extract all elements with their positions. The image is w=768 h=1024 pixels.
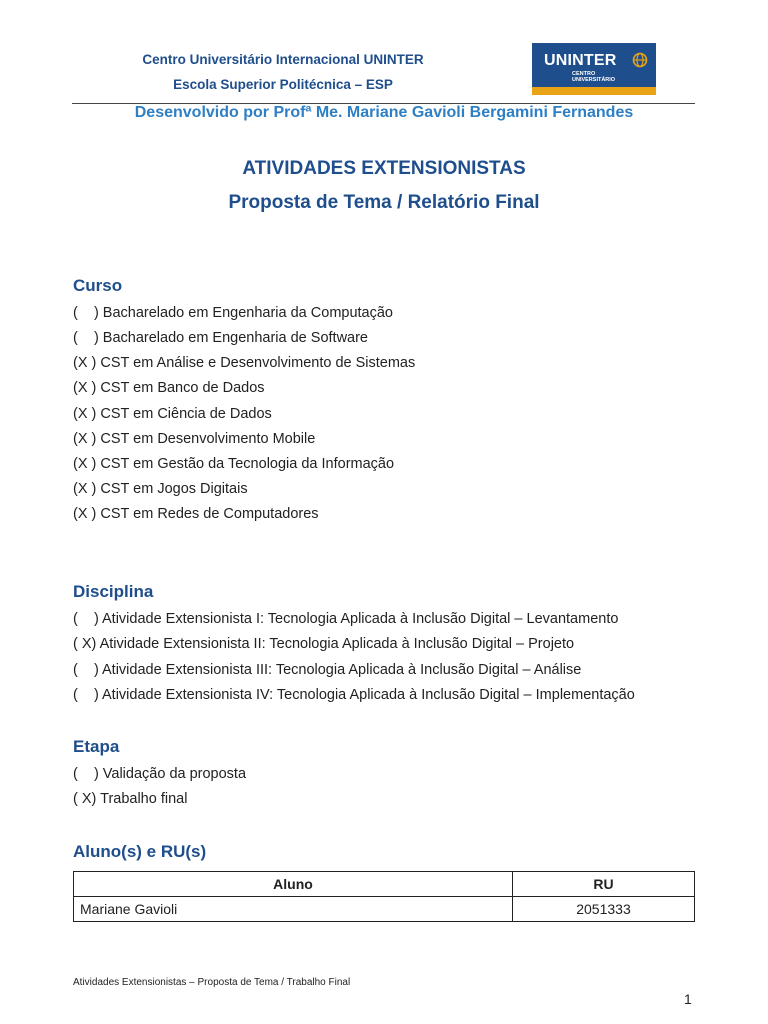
column-header-ru: RU xyxy=(513,872,695,897)
stage-option: ( X) Trabalho final xyxy=(73,791,188,807)
table-row xyxy=(74,897,695,922)
student-name-cell: Mariane Gavioli xyxy=(74,897,513,922)
logo-brand: UNINTER xyxy=(544,52,617,69)
course-option: (X ) CST em Redes de Computadores xyxy=(73,506,319,522)
student-ru-cell: 2051333 xyxy=(513,897,695,922)
document-title: ATIVIDADES EXTENSIONISTAS xyxy=(242,158,526,179)
course-option: (X ) CST em Jogos Digitais xyxy=(73,481,248,497)
course-option: (X ) CST em Análise e Desenvolvimento de Sistemas xyxy=(73,355,416,371)
course-option: (X ) CST em Desenvolvimento Mobile xyxy=(73,431,316,447)
discipline-option: ( X) Atividade Extensionista II: Tecnologia Aplicada à Inclusão Digital – Projeto xyxy=(73,636,575,652)
logo-accent-bar xyxy=(532,87,656,95)
logo-subtitle xyxy=(572,71,615,83)
developer-credit: Desenvolvido por Profª Me. Mariane Gavioli Bergamini Fernandes xyxy=(134,104,634,121)
course-option: (X ) CST em Ciência de Dados xyxy=(73,406,272,422)
uninter-logo xyxy=(532,43,656,95)
section-heading-alunos: Aluno(s) e RU(s) xyxy=(73,842,207,861)
students-table xyxy=(73,871,695,922)
discipline-option: ( ) Atividade Extensionista III: Tecnologia Aplicada à Inclusão Digital – Análise xyxy=(73,662,582,678)
document-subtitle: Proposta de Tema / Relatório Final xyxy=(228,192,540,213)
logo-subtitle-line1: CENTRO xyxy=(572,71,596,77)
discipline-option: ( ) Atividade Extensionista I: Tecnologia Aplicada à Inclusão Digital – Levantamento xyxy=(73,611,619,627)
globe-icon xyxy=(632,52,648,68)
table-header-row xyxy=(74,872,695,897)
school-name: Escola Superior Politécnica – ESP xyxy=(173,77,393,92)
course-option: ( ) Bacharelado em Engenharia de Software xyxy=(73,330,368,346)
institution-name: Centro Universitário Internacional UNINTER xyxy=(142,52,424,67)
discipline-option: ( ) Atividade Extensionista IV: Tecnologia Aplicada à Inclusão Digital – Implementação xyxy=(73,687,635,703)
column-header-aluno: Aluno xyxy=(74,872,513,897)
course-option: ( ) Bacharelado em Engenharia da Computação xyxy=(73,305,393,321)
section-heading-etapa: Etapa xyxy=(73,737,120,756)
stage-option: ( ) Validação da proposta xyxy=(73,766,247,782)
page-footer: Atividades Extensionistas – Proposta de Tema / Trabalho Final xyxy=(73,977,351,988)
logo-subtitle-line2: UNIVERSITÁRIO xyxy=(572,77,616,83)
course-option: (X ) CST em Banco de Dados xyxy=(73,380,265,396)
course-option: (X ) CST em Gestão da Tecnologia da Informação xyxy=(73,456,395,472)
section-heading-disciplina: Disciplina xyxy=(73,582,154,601)
section-heading-curso: Curso xyxy=(73,276,123,295)
page-number: 1 xyxy=(684,991,692,1007)
